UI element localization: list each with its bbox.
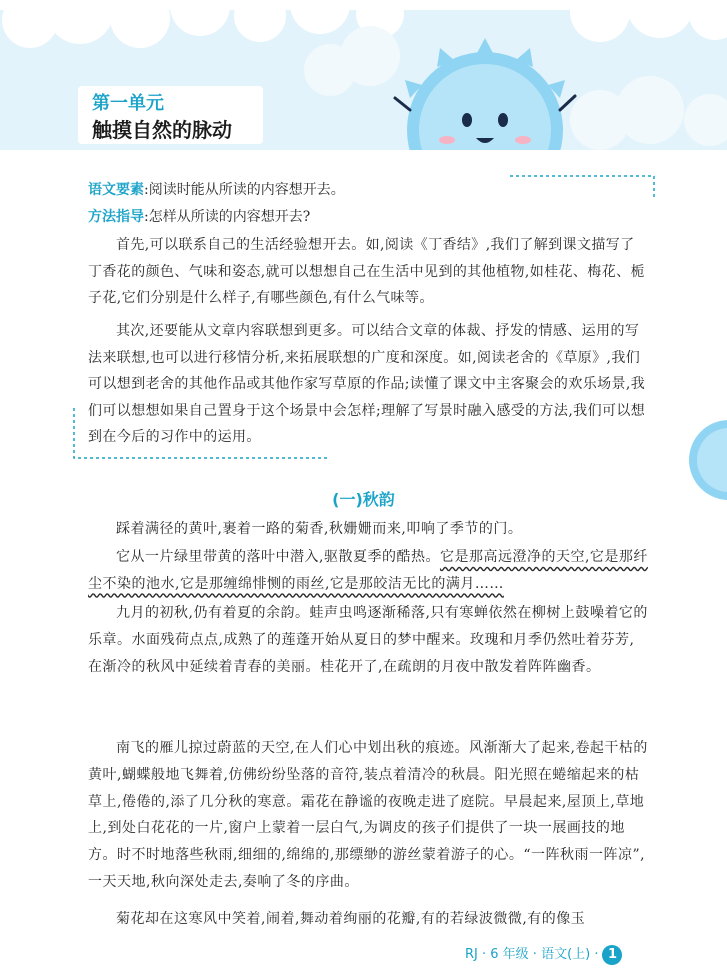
side-sun-decoration [684,415,727,505]
article-paragraph-3: 九月的初秋,仍有着夏的余韵。蛙声虫鸣逐渐稀落,只有寒蝉依然在柳树上鼓噪着它的乐章。水面残荷点点,成熟了的莲蓬开始从夏日的梦中醒来。玫瑰和月季仍然吐着芬芳,在渐冷的秋风中延续着青春的美丽。桂花开了,在疏朗的月夜中散发着阵阵幽香。 [88,605,648,675]
fangfa-line [88,205,310,229]
guide-paragraph-1: 首先,可以联系自己的生活经验想开去。如,阅读《丁香结》,我们了解到课文描写了丁香花的颜色、气味和姿态,就可以想想自己在生活中见到的其他植物,如桂花、梅花、栀子花,它们分别是什么样子,有哪些颜色,有什么气味等。 [88,237,645,306]
yaosu-text: :阅读时能从所读的内容想开去。 [144,182,345,198]
page-number: 1 [602,945,622,965]
unit-number: 第一单元 [92,93,164,114]
article-paragraph-4: 南飞的雁儿掠过蔚蓝的天空,在人们心中划出秋的痕迹。风渐渐大了起来,卷起干枯的黄叶,蝴蝶般地飞舞着,仿佛纷纷坠落的音符,装点着清冷的秋晨。阳光照在蜷缩起来的枯草上,倦倦的,添了几分秋的寒意。霜花在静谧的夜晚走进了庭院。早晨起来,屋顶上,草地上,到处白花花的一片,窗户上蒙着一层白气,为调皮的孩子们提供了一块一展画技的地方。时不时地落些秋雨,细细的,绵绵的,那缥缈的游丝蒙着游子的心。“一阵秋雨一阵凉”,一天天地,秋向深处走去,奏响了冬的序曲。 [88,740,648,890]
article-title: (一)秋韵 [332,490,395,509]
unit-title: 触摸自然的脉动 [92,118,232,142]
footer-text: RJ · 6 年级 · 语文(上) · [465,947,599,962]
article-paragraph-1: 踩着满径的黄叶,裹着一路的菊香,秋姗姗而来,叩响了季节的门。 [116,521,523,537]
fangfa-tag: 方法指导 [88,209,144,225]
wavy-underlined-text: 它是那高远澄净的天空,它是那纤尘不染的池水,它是那缠绵悱恻的雨丝,它是那皎洁无比的满月…… [88,549,648,592]
article-paragraph-5: 菊花却在这寒风中笑着,闹着,舞动着绚丽的花瓣,有的若绿波微微,有的像玉 [116,911,586,927]
paragraph-2-plain: 它从一片绿里带黄的落叶中潜入,驱散夏季的酷热。 [116,549,440,565]
guide-paragraph-2: 其次,还要能从文章内容联想到更多。可以结合文章的体裁、抒发的情感、运用的写法来联想,也可以进行移情分析,来拓展联想的广度和深度。如,阅读老舍的《草原》,我们可以想到老舍的其他作品或其他作家写草原的作品;读懂了课文中主客聚会的欢乐场景,我们可以想想如果自己置身于这个场景中会怎样;理解了写景时融入感受的方法,我们可以想到在今后的习作中的运用。 [88,323,646,445]
yaosu-line [88,178,345,202]
yaosu-tag: 语文要素 [88,182,144,198]
article-paragraph-2 [88,544,648,598]
page-footer [465,943,665,965]
fangfa-text: :怎样从所读的内容想开去? [144,209,311,225]
